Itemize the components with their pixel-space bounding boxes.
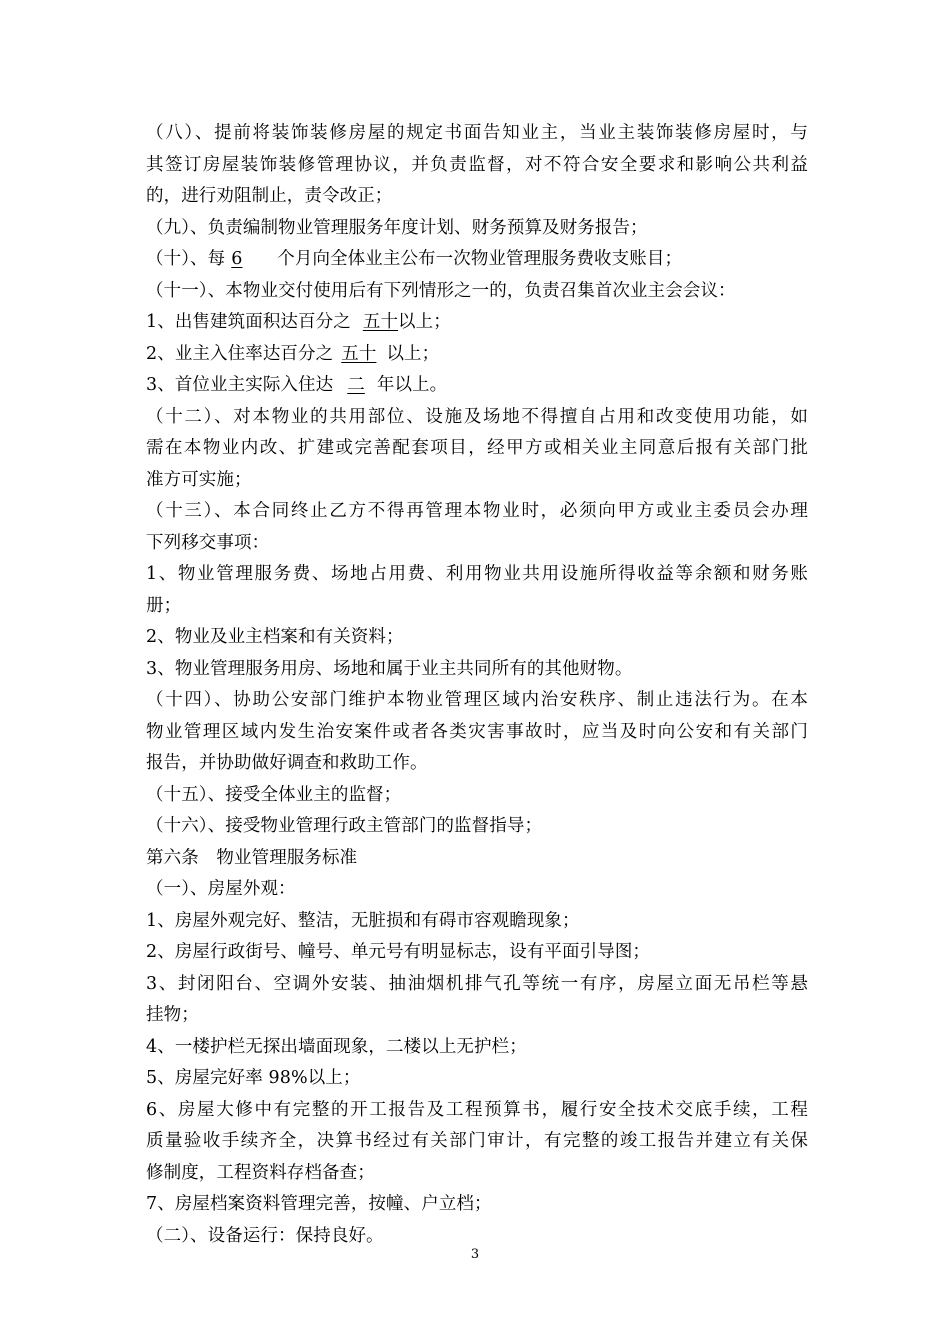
clause-11-item-3-suffix: 年以上。: [376, 375, 448, 395]
clause-13-item-1-line-2: 册；: [146, 595, 182, 616]
clause-11-item-3-prefix: 3、首位业主实际入住达: [146, 375, 334, 395]
standard-1-item-6-line-1: 6、房屋大修中有完整的开工报告及工程预算书，履行安全技术交底手续，工程: [146, 1099, 808, 1120]
clause-10-months-value: 6: [231, 249, 243, 269]
clause-13-item-1-line-1: 1、物业管理服务费、场地占用费、利用物业共用设施所得收益等余额和财务账: [146, 564, 808, 584]
clause-8-line-3: 的，进行劝阻制止，责令改正；: [146, 186, 393, 206]
standard-1-item-4: 4、一楼护栏无探出墙面现象，二楼以上无护栏；: [146, 1036, 527, 1057]
standard-1-item-7: 7、房屋档案资料管理完善，按幢、户立档；: [146, 1194, 492, 1214]
clause-11-item-1: [146, 307, 808, 339]
clause-14-line-1: （十四）、协助公安部门维护本物业管理区域内治安秩序、制止违法行为。在本: [146, 690, 808, 710]
standard-1-item-6-line-3: 修制度，工程资料存档备查；: [146, 1162, 375, 1183]
standard-1-item-5: 5、房屋完好率 98%以上；: [146, 1068, 361, 1088]
clause-8-line-2: 其签订房屋装饰装修管理协议，并负责监督，对不符合安全要求和影响公共利益: [146, 154, 808, 175]
clause-14-line-3: 报告，并协助做好调查和救助工作。: [146, 753, 428, 773]
clause-15: （十五）、接受全体业主的监督；: [146, 784, 402, 805]
clause-11-item-2: [146, 339, 808, 371]
clause-8-line-1: （八）、提前将装饰装修房屋的规定书面告知业主，当业主装饰装修房屋时，与: [146, 123, 808, 143]
clause-13-line-2: 下列移交事项：: [146, 532, 270, 553]
clause-10: [146, 244, 808, 276]
page-number: 3: [470, 1247, 480, 1262]
clause-11-item-1-value: 五十: [362, 312, 399, 332]
clause-12-line-3: 准方可实施；: [146, 469, 252, 490]
standard-1-item-1: 1、房屋外观完好、整洁，无脏损和有碍市容观瞻现象；: [146, 910, 580, 931]
article-6-heading: 第六条 物业管理服务标准: [146, 847, 358, 868]
clause-13-item-2: 2、物业及业主档案和有关资料；: [146, 627, 404, 647]
clause-14-line-2: 物业管理区域内发生治安案件或者各类灾害事故时，应当及时向公安和有关部门: [146, 721, 808, 742]
document-body: [146, 118, 808, 1252]
standard-1-item-2: 2、房屋行政街号、幢号、单元号有明显标志，设有平面引导图；: [146, 942, 651, 962]
clause-13-item-3: 3、物业管理服务用房、场地和属于业主共同所有的其他财物。: [146, 658, 633, 679]
clause-11-item-1-prefix: 1、出售建筑面积达百分之: [146, 312, 351, 332]
clause-11-item-1-suffix: 以上；: [398, 312, 451, 332]
clause-11-item-2-prefix: 2、业主入住率达百分之: [146, 343, 334, 364]
clause-10-suffix: 个月向全体业主公布一次物业管理服务费收支账目；: [277, 249, 683, 269]
clause-12-line-1: （十二）、对本物业的共用部位、设施及场地不得擅自占用和改变使用功能，如: [146, 406, 808, 427]
clause-12-line-2: 需在本物业内改、扩建或完善配套项目，经甲方或相关业主同意后报有关部门批: [146, 438, 808, 458]
clause-9: （九）、负责编制物业管理服务年度计划、财务预算及财务报告；: [146, 217, 648, 238]
standard-1-item-6-line-2: 质量验收手续齐全，决算书经过有关部门审计，有完整的竣工报告并建立有关保: [146, 1131, 808, 1151]
standard-2-heading: （二）、设备运行：保持良好。: [146, 1225, 384, 1246]
standard-1-item-3-line-1: 3、封闭阳台、空调外安装、抽油烟机排气孔等统一有序，房屋立面无吊栏等悬: [146, 973, 808, 994]
clause-10-prefix: （十）、每: [146, 249, 226, 269]
clause-16: （十六）、接受物业管理行政主管部门的监督指导；: [146, 816, 543, 836]
clause-11-item-2-value: 五十: [341, 343, 377, 364]
standard-1-heading: （一）、房屋外观：: [146, 879, 296, 899]
clause-11-item-2-suffix: 以上；: [386, 343, 440, 364]
standard-1-item-3-line-2: 挂物；: [146, 1005, 199, 1025]
clause-13-line-1: （十三）、本合同终止乙方不得再管理本物业时，必须向甲方或业主委员会办理: [146, 501, 808, 521]
clause-11-item-3-value: 二: [347, 375, 365, 395]
clause-11: （十一）、本物业交付使用后有下列情形之一的，负责召集首次业主会会议：: [146, 280, 736, 301]
clause-11-item-3: [146, 370, 808, 402]
